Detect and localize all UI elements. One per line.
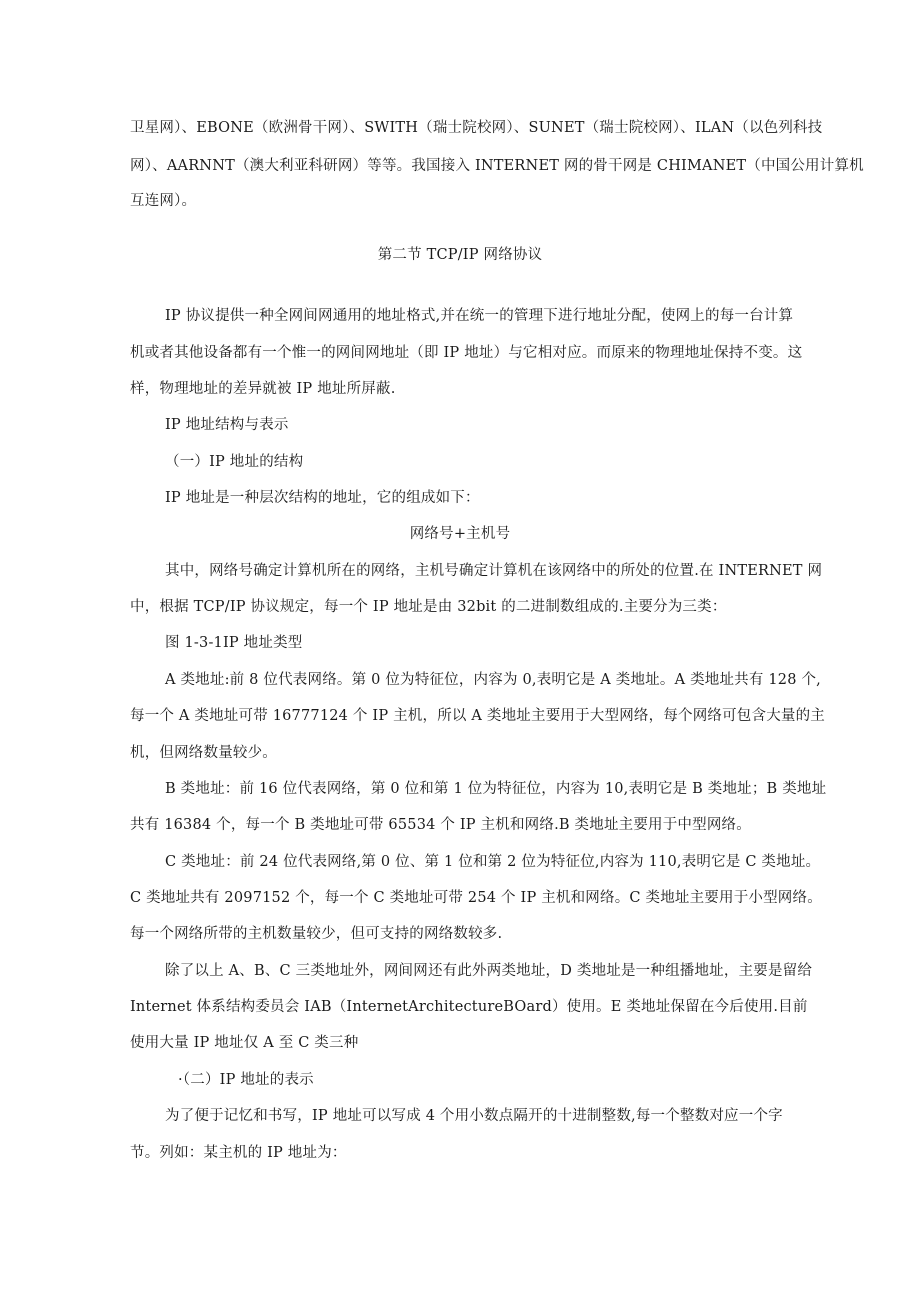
class-a-line-2: 每一个 A 类地址可带 16777124 个 IP 主机，所以 A 类地址主要用于大型网络，每个网络可包含大量的主: [130, 708, 825, 724]
class-de-line-3: 使用大量 IP 地址仅 A 至 C 类三种: [130, 1035, 359, 1051]
class-b-line-1: B 类地址：前 16 位代表网络，第 0 位和第 1 位为特征位，内容为 10,表明它是 B 类地址；B 类地址: [165, 781, 827, 797]
protocol-line-3: 样，物理地址的差异就被 IP 地址所屏蔽.: [130, 381, 396, 397]
protocol-line-1: IP 协议提供一种全网间网通用的地址格式,并在统一的管理下进行地址分配，使网上的每一台计算: [165, 308, 794, 324]
subheading-structure: （一）IP 地址的结构: [165, 454, 304, 470]
representation-line-1: 为了便于记忆和书写，IP 地址可以写成 4 个用小数点隔开的十进制整数,每一个整数对应一个字: [165, 1108, 783, 1124]
class-b-line-2: 共有 16384 个，每一个 B 类地址可带 65534 个 IP 主机和网络.B 类地址主要用于中型网络。: [130, 817, 751, 833]
class-c-line-3: 每一个网络所带的主机数量较少，但可支持的网络数较多.: [130, 926, 503, 942]
section-title: 第二节 TCP/IP 网络协议: [377, 247, 543, 263]
class-c-line-2: C 类地址共有 2097152 个，每一个 C 类地址可带 254 个 IP 主机和网络。C 类地址主要用于小型网络。: [130, 890, 822, 906]
class-a-line-3: 机，但网络数量较少。: [130, 745, 277, 761]
network-line-1: 其中，网络号确定计算机所在的网络，主机号确定计算机在该网络中的所处的位置.在 INTERNET 网: [165, 563, 823, 579]
formula: 网络号+主机号: [409, 526, 511, 542]
class-a-line-1: A 类地址:前 8 位代表网络。第 0 位为特征位，内容为 0,表明它是 A 类地址。A 类地址共有 128 个,: [165, 672, 821, 688]
subheading-representation: ·（二）IP 地址的表示: [178, 1072, 314, 1088]
representation-line-2: 节。列如：某主机的 IP 地址为：: [130, 1145, 347, 1161]
composition-text: IP 地址是一种层次结构的地址，它的组成如下：: [165, 490, 480, 506]
class-de-line-1: 除了以上 A、B、C 三类地址外，网间网还有此外两类地址，D 类地址是一种组播地址，主要是留给: [165, 963, 813, 979]
protocol-line-2: 机或者其他设备都有一个惟一的网间网地址（即 IP 地址）与它相对应。而原来的物理地址保持不变。这: [130, 345, 803, 361]
network-line-2: 中，根据 TCP/IP 协议规定，每一个 IP 地址是由 32bit 的二进制数组成的.主要分为三类：: [130, 599, 727, 615]
intro-line-2: 网）、AARNNT（澳大利亚科研网）等等。我国接入 INTERNET 网的骨干网是 CHIMANET（中国公用计算机: [130, 158, 864, 174]
class-c-line-1: C 类地址：前 24 位代表网络,第 0 位、第 1 位和第 2 位为特征位,内容为 110,表明它是 C 类地址。: [165, 854, 821, 870]
figure-caption: 图 1-3-1IP 地址类型: [165, 635, 303, 651]
class-de-line-2: Internet 体系结构委员会 IAB（InternetArchitectureBOard）使用。E 类地址保留在今后使用.目前: [130, 999, 808, 1015]
intro-line-3: 互连网）。: [130, 193, 197, 209]
subheading-struct-repr: IP 地址结构与表示: [165, 417, 289, 433]
intro-line-1: 卫星网）、EBONE（欧洲骨干网）、SWITH（瑞士院校网）、SUNET（瑞士院校网）、ILAN（以色列科技: [130, 120, 823, 136]
